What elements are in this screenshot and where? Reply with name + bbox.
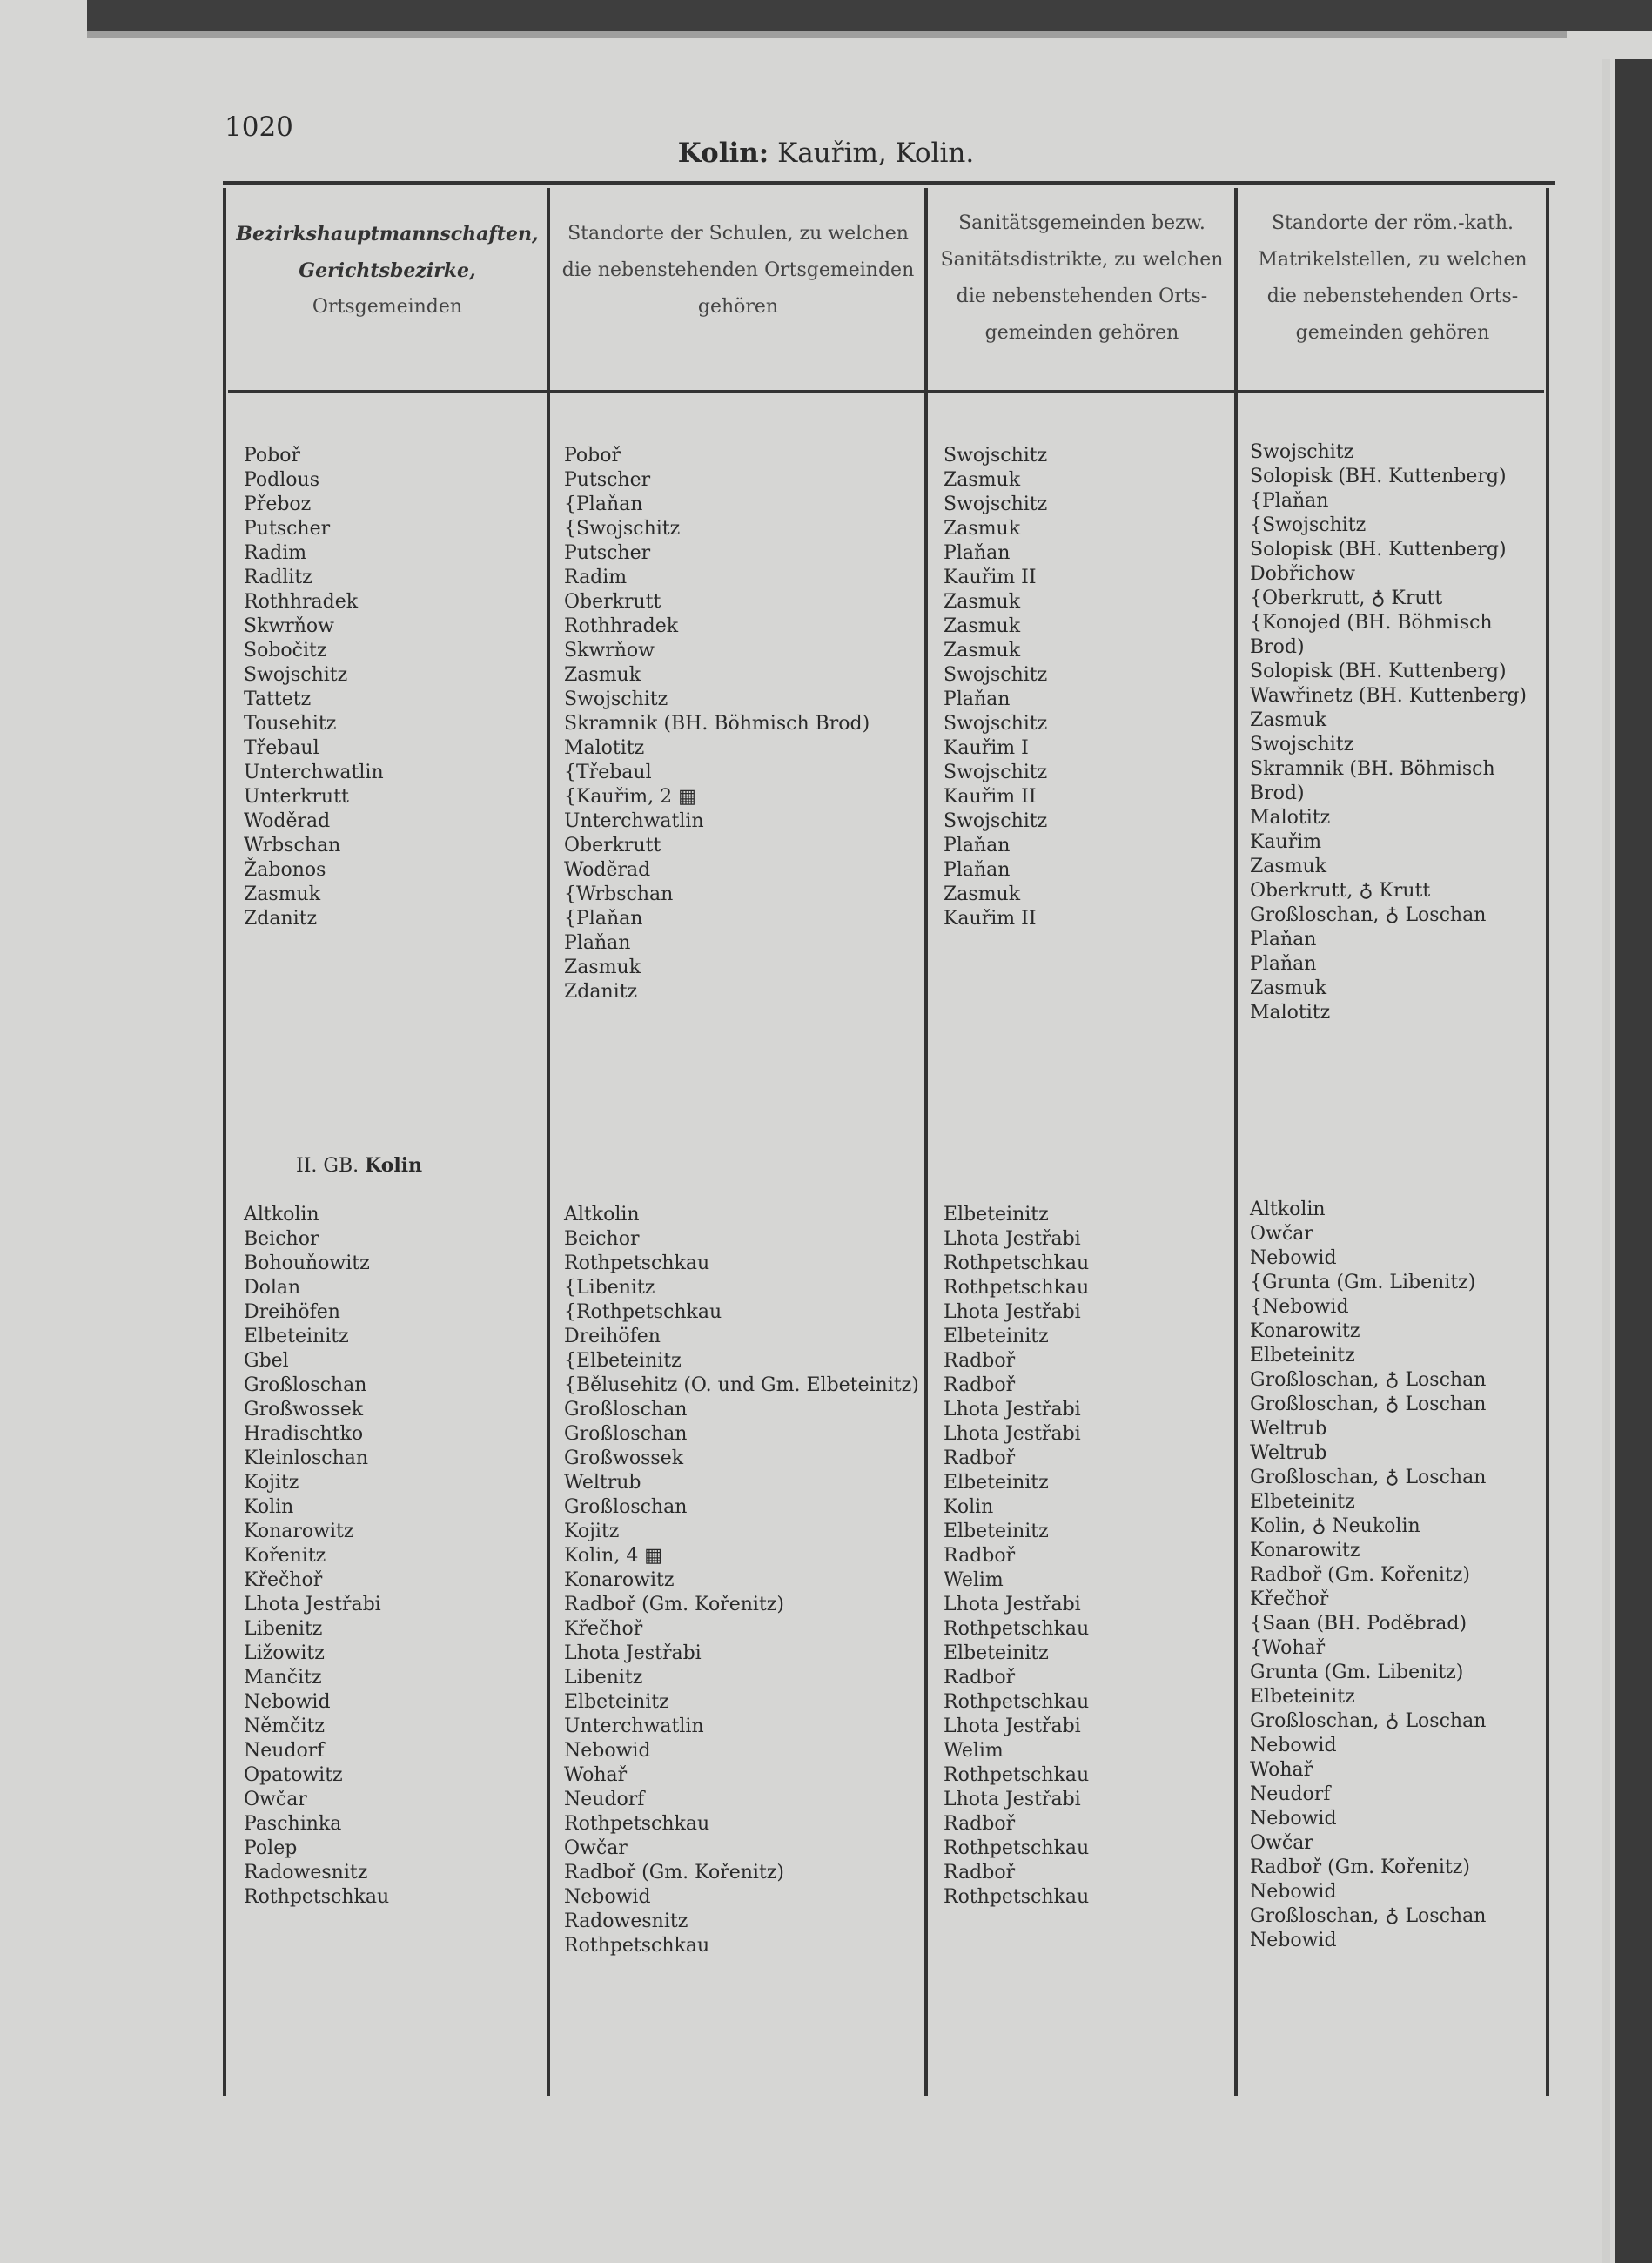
- table-cell: {Oberkrutt, ♁ Krutt: [1250, 588, 1443, 609]
- table-cell: {Grunta (Gm. Libenitz): [1250, 1272, 1476, 1293]
- table-cell: Unterkrutt: [244, 786, 349, 808]
- table-cell: {Nebowid: [1250, 1296, 1349, 1318]
- table-cell: Radim: [564, 567, 628, 588]
- table-cell: Přeboz: [244, 494, 312, 515]
- table-cell: Lhota Jestřabi: [944, 1423, 1081, 1445]
- table-cell: Radboř: [944, 1667, 1016, 1689]
- table-cell: Radboř (Gm. Kořenitz): [564, 1594, 784, 1615]
- table-cell: Rothpetschkau: [944, 1886, 1090, 1908]
- table-cell: Rothpetschkau: [944, 1837, 1090, 1859]
- table-cell: Podlous: [244, 469, 319, 491]
- table-cell: {Saan (BH. Poděbrad): [1250, 1613, 1467, 1635]
- scan-top-shade: [87, 31, 1567, 38]
- table-right-rule: [1546, 188, 1549, 2096]
- table-cell: Kolin, ♁ Neukolin: [1250, 1515, 1420, 1537]
- table-cell: Skramnik (BH. Böhmisch Brod): [564, 713, 870, 735]
- header-line: Matrikelstellen, zu welchen: [1258, 249, 1528, 271]
- header-line: Bezirkshauptmannschaften,: [236, 223, 539, 245]
- table-cell: {Wohař: [1250, 1637, 1326, 1659]
- table-cell: Swojschitz: [564, 688, 668, 710]
- table-cell: Lhota Jestřabi: [944, 1716, 1081, 1737]
- table-cell: Plaňan: [944, 688, 1011, 710]
- table-cell: Lhota Jestřabi: [944, 1228, 1081, 1250]
- scan-right-border: [1615, 59, 1652, 2263]
- s2-sanitary-column: [944, 1203, 1089, 1910]
- s1-sanitary-column: [944, 444, 1047, 931]
- table-cell: Nebowid: [564, 1740, 651, 1762]
- table-cell: Konarowitz: [244, 1521, 354, 1542]
- table-cell: Swojschitz: [944, 810, 1048, 832]
- table-cell: Rothpetschkau: [944, 1618, 1090, 1640]
- s1-schools-column: [564, 444, 870, 1004]
- table-cell: Unterchwatlin: [244, 762, 384, 783]
- table-cell: Elbeteinitz: [1250, 1345, 1355, 1367]
- table-cell: Radboř: [944, 1374, 1016, 1396]
- table-cell: Putscher: [564, 542, 651, 564]
- table-cell: Radboř (Gm. Kořenitz): [564, 1862, 784, 1884]
- table-cell: Altkolin: [244, 1204, 319, 1226]
- table-cell: Kauřim II: [944, 908, 1037, 930]
- table-cell: Großloschan: [564, 1423, 688, 1445]
- table-cell: Großwossek: [244, 1399, 364, 1420]
- section-name: Kolin: [365, 1154, 423, 1177]
- table-cell: Skramnik (BH. Böhmisch: [1250, 758, 1495, 780]
- table-cell: Křečhoř: [244, 1569, 323, 1591]
- header-line: Gerichtsbezirke,: [299, 259, 476, 282]
- table-cell: Großloschan, ♁ Loschan: [1250, 1393, 1487, 1415]
- table-cell: {Plaňan: [564, 494, 643, 515]
- table-cell: Elbeteinitz: [244, 1326, 349, 1347]
- table-cell: Bohouňowitz: [244, 1252, 370, 1274]
- table-cell: Zasmuk: [944, 615, 1021, 637]
- table-cell: Swojschitz: [244, 664, 348, 686]
- table-cell: Woděrad: [564, 859, 651, 881]
- table-cell: Žabonos: [244, 859, 326, 881]
- table-cell: Radowesnitz: [244, 1862, 368, 1884]
- heading-district: Kolin:: [677, 138, 769, 169]
- s2-schools-column: [564, 1203, 919, 1958]
- table-cell: Zasmuk: [944, 518, 1021, 540]
- table-cell: Radboř: [944, 1813, 1016, 1835]
- table-cell: Elbeteinitz: [944, 1472, 1049, 1494]
- table-cell: Elbeteinitz: [944, 1521, 1049, 1542]
- table-cell: Malotitz: [1250, 1002, 1331, 1024]
- table-cell: Wrbschan: [244, 835, 341, 856]
- table-cell: Rothpetschkau: [944, 1691, 1090, 1713]
- table-cell: Dreihöfen: [244, 1301, 340, 1323]
- header-registers: [1239, 205, 1546, 352]
- table-cell: Großloschan: [564, 1399, 688, 1420]
- table-cell: Großloschan, ♁ Loschan: [1250, 1905, 1487, 1927]
- table-cell: Rothpetschkau: [564, 1252, 710, 1274]
- table-cell: {Wrbschan: [564, 883, 674, 905]
- table-cell: Kojitz: [564, 1521, 620, 1542]
- table-cell: Zdanitz: [564, 981, 638, 1003]
- header-municipalities: [228, 216, 547, 326]
- table-cell: Konarowitz: [564, 1569, 675, 1591]
- table-cell: Mančitz: [244, 1667, 322, 1689]
- table-cell: Rothhradek: [244, 591, 359, 613]
- table-cell: Plaňan: [944, 835, 1011, 856]
- table-cell: Zasmuk: [1250, 856, 1327, 877]
- table-cell: Radboř (Gm. Kořenitz): [1250, 1857, 1470, 1878]
- table-cell: Großloschan, ♁ Loschan: [1250, 904, 1487, 926]
- table-cell: Großloschan, ♁ Loschan: [1250, 1710, 1487, 1732]
- table-cell: Zasmuk: [1250, 977, 1327, 999]
- heading-subdistricts: Kauřim, Kolin.: [769, 138, 975, 169]
- table-cell: Swojschitz: [1250, 734, 1354, 755]
- table-cell: Třebaul: [244, 737, 319, 759]
- table-cell: Owčar: [244, 1789, 307, 1810]
- table-cell: Rothpetschkau: [564, 1813, 710, 1835]
- header-schools: [552, 216, 924, 326]
- table-cell: Křečhoř: [564, 1618, 643, 1640]
- table-cell: Plaňan: [564, 932, 631, 954]
- table-left-rule: [223, 188, 226, 2096]
- table-cell: Großwossek: [564, 1447, 684, 1469]
- header-line: gemeinden gehören: [1295, 322, 1490, 344]
- table-cell: Malotitz: [564, 737, 645, 759]
- scan-right-gutter: [1602, 59, 1610, 2263]
- table-cell: Plaňan: [1250, 953, 1317, 975]
- table-cell: Elbeteinitz: [944, 1642, 1049, 1664]
- table-cell: {Elbeteinitz: [564, 1350, 682, 1372]
- header-line: die nebenstehenden Orts-: [956, 285, 1208, 307]
- table-cell: Rothpetschkau: [564, 1935, 710, 1957]
- header-sanitary: [930, 205, 1234, 352]
- table-cell: Opatowitz: [244, 1764, 343, 1786]
- table-cell: Elbeteinitz: [1250, 1686, 1355, 1708]
- table-cell: Nebowid: [1250, 1881, 1337, 1903]
- table-cell: Elbeteinitz: [564, 1691, 669, 1713]
- s1-registers-column: [1250, 440, 1527, 1025]
- table-cell: Putscher: [244, 518, 331, 540]
- table-cell: Zasmuk: [944, 883, 1021, 905]
- table-cell: Unterchwatlin: [564, 810, 704, 832]
- table-cell: Weltrub: [564, 1472, 641, 1494]
- table-cell: Zasmuk: [944, 469, 1021, 491]
- table-cell: Rothpetschkau: [244, 1886, 390, 1908]
- table-cell: Großloschan, ♁ Loschan: [1250, 1369, 1487, 1391]
- table-cell: Zasmuk: [944, 640, 1021, 661]
- table-cell: Rothpetschkau: [944, 1252, 1090, 1274]
- table-cell: Zasmuk: [944, 591, 1021, 613]
- table-cell: Zasmuk: [244, 883, 321, 905]
- table-cell: Elbeteinitz: [944, 1326, 1049, 1347]
- table-cell: Dobřichow: [1250, 563, 1356, 585]
- table-cell: Owčar: [1250, 1223, 1313, 1245]
- table-cell: Großloschan: [244, 1374, 367, 1396]
- table-cell: Lhota Jestřabi: [944, 1594, 1081, 1615]
- table-cell: Dolan: [244, 1277, 301, 1299]
- table-cell: Radowesnitz: [564, 1910, 688, 1932]
- table-cell: Kleinloschan: [244, 1447, 369, 1469]
- s2-municipalities-column: [244, 1203, 389, 1910]
- table-cell: Tousehitz: [244, 713, 337, 735]
- table-cell: Gbel: [244, 1350, 289, 1372]
- header-line: die nebenstehenden Ortsgemeinden: [561, 259, 915, 281]
- table-cell: Swojschitz: [1250, 441, 1354, 463]
- table-cell: Wohař: [1250, 1759, 1313, 1781]
- table-cell: {Plaňan: [1250, 490, 1329, 512]
- table-cell: Nebowid: [564, 1886, 651, 1908]
- table-cell: Poboř: [244, 445, 301, 467]
- table-cell: {Třebaul: [564, 762, 652, 783]
- table-cell: Großloschan: [564, 1496, 688, 1518]
- table-cell: Nebowid: [1250, 1247, 1337, 1269]
- table-cell: Křečhoř: [1250, 1588, 1329, 1610]
- section-prefix: II. GB.: [296, 1155, 366, 1177]
- table-cell: Nebowid: [244, 1691, 331, 1713]
- table-cell: Tattetz: [244, 688, 312, 710]
- table-cell: Beichor: [244, 1228, 319, 1250]
- table-cell: Rothhradek: [564, 615, 679, 637]
- table-cell: Altkolin: [1250, 1199, 1326, 1220]
- table-cell: Kořenitz: [244, 1545, 326, 1567]
- table-cell: Oberkrutt: [564, 591, 661, 613]
- table-cell: {Swojschitz: [564, 518, 681, 540]
- table-cell: Dreihöfen: [564, 1326, 661, 1347]
- table-cell: Unterchwatlin: [564, 1716, 704, 1737]
- table-cell: Zasmuk: [564, 664, 641, 686]
- table-cell: Plaňan: [944, 542, 1011, 564]
- table-cell: Lhota Jestřabi: [944, 1789, 1081, 1810]
- column-rule-1: [547, 188, 550, 2096]
- table-cell: Nebowid: [1250, 1930, 1337, 1951]
- s1-municipalities-column: [244, 444, 384, 931]
- table-cell: Swojschitz: [944, 713, 1048, 735]
- table-cell: Sobočitz: [244, 640, 327, 661]
- table-cell: Radboř: [944, 1862, 1016, 1884]
- table-cell: Neudorf: [1250, 1783, 1331, 1805]
- header-line: die nebenstehenden Orts-: [1266, 285, 1519, 307]
- table-cell: Libenitz: [564, 1667, 643, 1689]
- table-cell: Zasmuk: [1250, 709, 1327, 731]
- header-line: Ortsgemeinden: [312, 296, 463, 318]
- table-cell: Owčar: [564, 1837, 628, 1859]
- table-cell: Owčar: [1250, 1832, 1313, 1854]
- table-cell: Kauřim II: [944, 567, 1037, 588]
- table-cell: Zdanitz: [244, 908, 318, 930]
- table-cell: Konarowitz: [1250, 1320, 1360, 1342]
- table-cell: Weltrub: [1250, 1418, 1327, 1440]
- table-cell: Radboř: [944, 1447, 1016, 1469]
- table-cell: Kauřim II: [944, 786, 1037, 808]
- table-cell: Ližowitz: [244, 1642, 325, 1664]
- table-cell: Plaňan: [1250, 929, 1317, 950]
- table-cell: Kolin: [244, 1496, 294, 1518]
- column-rule-2: [924, 188, 928, 2096]
- table-cell: Radlitz: [244, 567, 312, 588]
- header-line: Standorte der Schulen, zu welchen: [567, 223, 909, 245]
- table-cell: {Swojschitz: [1250, 514, 1367, 536]
- table-cell: Oberkrutt: [564, 835, 661, 856]
- table-cell: Kolin: [944, 1496, 994, 1518]
- table-cell: Kauřim: [1250, 831, 1322, 853]
- table-cell: Libenitz: [244, 1618, 323, 1640]
- header-line: Sanitätsdistrikte, zu welchen: [940, 249, 1224, 271]
- table-cell: Skwrňow: [244, 615, 334, 637]
- header-line: gehören: [697, 296, 779, 318]
- table-cell: {Bělusehitz (O. und Gm. Elbeteinitz): [564, 1374, 919, 1396]
- table-cell: Wohař: [564, 1764, 628, 1786]
- table-cell: Putscher: [564, 469, 651, 491]
- table-cell: Grunta (Gm. Libenitz): [1250, 1662, 1464, 1683]
- header-line: Sanitätsgemeinden bezw.: [958, 212, 1205, 234]
- table-header-rule: [228, 390, 1544, 393]
- table-cell: Welim: [944, 1740, 1004, 1762]
- table-cell: Swojschitz: [944, 664, 1048, 686]
- table-cell: Elbeteinitz: [944, 1204, 1049, 1226]
- table-cell: Malotitz: [1250, 807, 1331, 829]
- table-cell: Rothpetschkau: [944, 1277, 1090, 1299]
- table-cell: {Plaňan: [564, 908, 643, 930]
- table-cell: Brod): [1250, 782, 1305, 804]
- s2-registers-column: [1250, 1198, 1486, 1953]
- table-cell: Zasmuk: [564, 957, 641, 978]
- page-number: 1020: [225, 111, 293, 143]
- table-cell: Radboř: [944, 1350, 1016, 1372]
- table-cell: Lhota Jestřabi: [944, 1399, 1081, 1420]
- table-cell: {Libenitz: [564, 1277, 655, 1299]
- table-cell: Oberkrutt, ♁ Krutt: [1250, 880, 1431, 902]
- table-cell: Neudorf: [564, 1789, 645, 1810]
- table-cell: Radboř (Gm. Kořenitz): [1250, 1564, 1470, 1586]
- table-cell: Nebowid: [1250, 1808, 1337, 1830]
- table-cell: Solopisk (BH. Kuttenberg): [1250, 466, 1507, 487]
- table-cell: Konarowitz: [1250, 1540, 1360, 1561]
- table-cell: Skwrňow: [564, 640, 655, 661]
- table-cell: Kauřim I: [944, 737, 1029, 759]
- header-line: Standorte der röm.-kath.: [1271, 212, 1514, 234]
- table-cell: Lhota Jestřabi: [244, 1594, 381, 1615]
- table-cell: Lhota Jestřabi: [944, 1301, 1081, 1323]
- table-cell: Poboř: [564, 445, 621, 467]
- page-heading: [0, 138, 1652, 169]
- table-cell: Němčitz: [244, 1716, 325, 1737]
- table-cell: Woděrad: [244, 810, 331, 832]
- table-cell: Wawřinetz (BH. Kuttenberg): [1250, 685, 1528, 707]
- table-cell: Radboř: [944, 1545, 1016, 1567]
- table-cell: Swojschitz: [944, 762, 1048, 783]
- table-cell: Brod): [1250, 636, 1305, 658]
- table-cell: {Rothpetschkau: [564, 1301, 722, 1323]
- table-cell: Nebowid: [1250, 1735, 1337, 1756]
- table-cell: Kojitz: [244, 1472, 299, 1494]
- column-rule-3: [1234, 188, 1238, 2096]
- table-cell: Welim: [944, 1569, 1004, 1591]
- scan-top-border: [87, 0, 1652, 31]
- table-cell: Beichor: [564, 1228, 640, 1250]
- table-cell: {Konojed (BH. Böhmisch: [1250, 612, 1493, 634]
- table-top-rule: [223, 181, 1555, 185]
- table-cell: Lhota Jestřabi: [564, 1642, 702, 1664]
- table-cell: Rothpetschkau: [944, 1764, 1090, 1786]
- table-cell: Solopisk (BH. Kuttenberg): [1250, 539, 1507, 561]
- table-cell: Swojschitz: [944, 494, 1048, 515]
- table-cell: Paschinka: [244, 1813, 342, 1835]
- table-cell: Kolin, 4 ▦: [564, 1545, 663, 1567]
- table-cell: Elbeteinitz: [1250, 1491, 1355, 1513]
- header-line: gemeinden gehören: [984, 322, 1179, 344]
- table-cell: Weltrub: [1250, 1442, 1327, 1464]
- table-cell: Polep: [244, 1837, 298, 1859]
- table-cell: Solopisk (BH. Kuttenberg): [1250, 661, 1507, 682]
- table-cell: Radim: [244, 542, 307, 564]
- table-cell: Plaňan: [944, 859, 1011, 881]
- table-cell: Hradischtko: [244, 1423, 364, 1445]
- table-cell: Großloschan, ♁ Loschan: [1250, 1467, 1487, 1488]
- table-cell: Swojschitz: [944, 445, 1048, 467]
- table-cell: Neudorf: [244, 1740, 325, 1762]
- section-title-gb-kolin: [296, 1154, 422, 1177]
- table-cell: {Kauřim, 2 ▦: [564, 786, 696, 808]
- table-cell: Altkolin: [564, 1204, 640, 1226]
